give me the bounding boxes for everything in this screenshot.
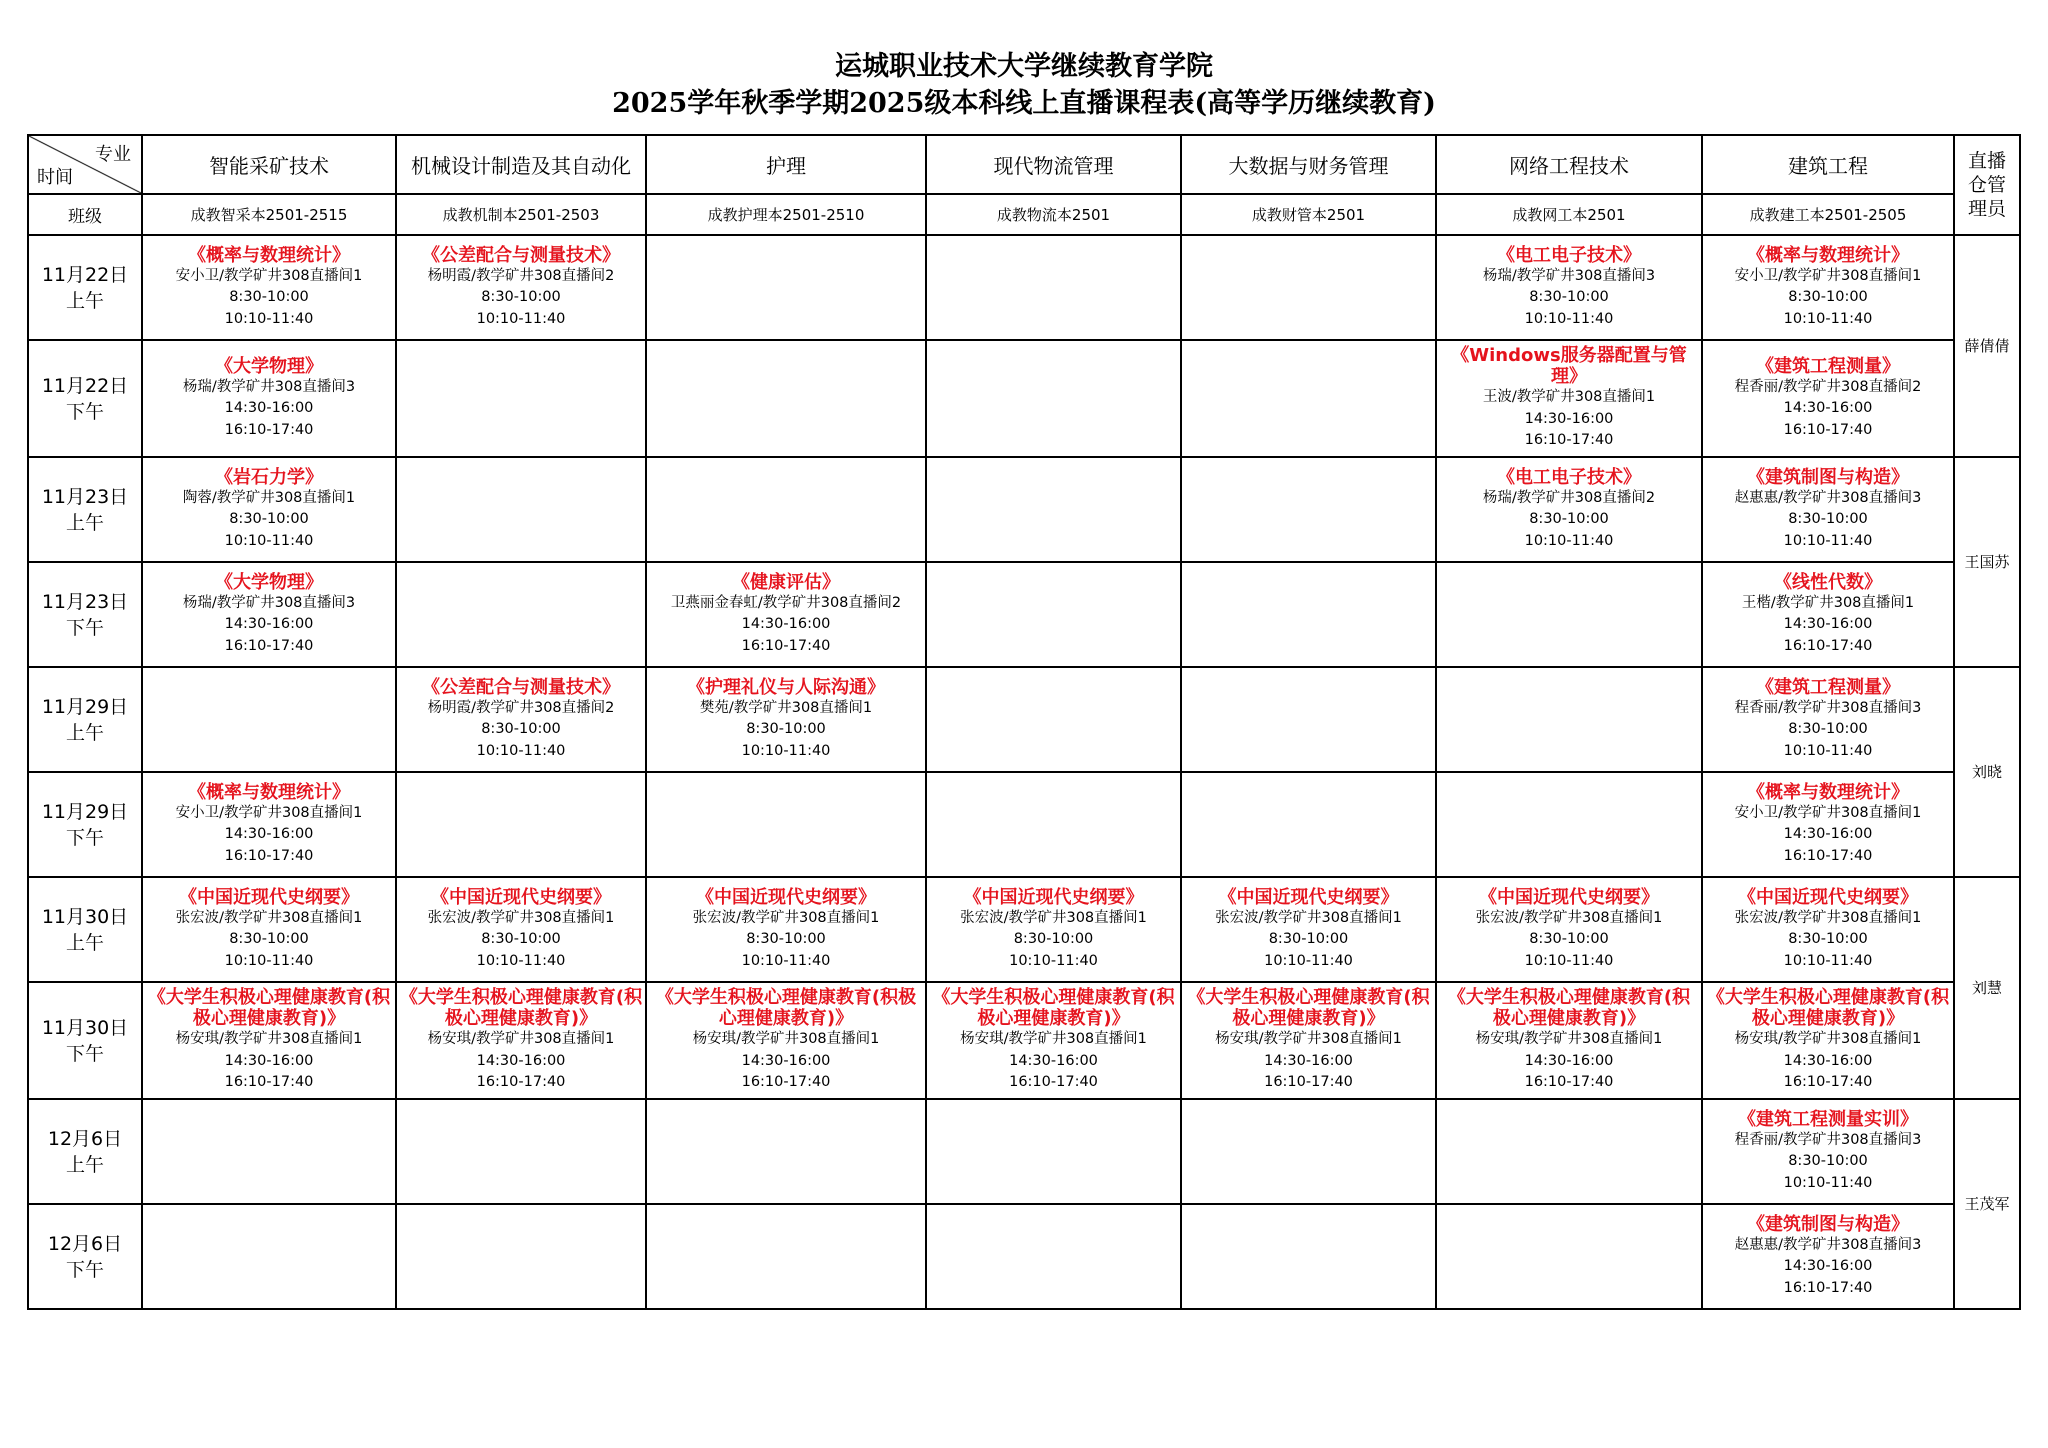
empty-cell [1181, 562, 1436, 667]
session-time: 10:10-11:40 [741, 742, 831, 759]
course-title: 《概率与数理统计》 [1747, 781, 1909, 803]
course-cell [142, 772, 396, 877]
time-cell [28, 667, 142, 772]
empty-cell [646, 235, 926, 340]
course-title: 《大学生积极心理健康教育(积极心理健康教育)》 [1187, 987, 1430, 1030]
course-cell [926, 982, 1181, 1099]
time-cell [28, 1099, 142, 1204]
teacher-room: 杨瑞/教学矿井308直播间3 [1482, 267, 1656, 284]
corner-header-cell [28, 135, 142, 194]
schedule-row [28, 340, 2020, 457]
schedule-row [28, 667, 2020, 772]
course-title: 《Windows服务器配置与管理》 [1451, 345, 1687, 388]
empty-cell [646, 1204, 926, 1309]
teacher-room: 杨瑞/教学矿井308直播间2 [1482, 489, 1656, 506]
course-cell [1702, 1099, 1954, 1204]
major-header: 网络工程技术 [1436, 135, 1702, 194]
course-cell [142, 340, 396, 457]
course-title: 《建筑制图与构造》 [1747, 1213, 1909, 1235]
period-label: 上午 [65, 511, 104, 534]
course-cell [1702, 982, 1954, 1099]
session-time: 10:10-11:40 [1524, 310, 1614, 327]
teacher-room: 樊苑/教学矿井308直播间1 [699, 699, 873, 716]
empty-cell [396, 772, 646, 877]
course-title: 《大学物理》 [215, 355, 323, 377]
manager-header-label: 直播仓管理员 [1967, 150, 2006, 220]
teacher-room: 杨瑞/教学矿井308直播间3 [182, 378, 356, 395]
empty-cell [646, 1099, 926, 1204]
period-label: 上午 [65, 289, 104, 312]
course-cell [142, 562, 396, 667]
major-header: 护理 [646, 135, 926, 194]
manager-cell: 王国苏 [1954, 457, 2020, 667]
teacher-room: 安小卫/教学矿井308直播间1 [1734, 804, 1922, 821]
time-cell [28, 877, 142, 982]
empty-cell [646, 457, 926, 562]
date-label: 11月23日 [41, 590, 129, 613]
session-time: 14:30-16:00 [1009, 1052, 1098, 1069]
course-cell [1436, 982, 1702, 1099]
course-cell [1702, 772, 1954, 877]
schedule-row [28, 982, 2020, 1099]
empty-cell [1436, 1204, 1702, 1309]
teacher-room: 程香丽/教学矿井308直播间3 [1734, 699, 1922, 716]
course-cell [1702, 235, 1954, 340]
empty-cell [396, 340, 646, 457]
session-time: 16:10-17:40 [741, 637, 831, 654]
schedule-row [28, 235, 2020, 340]
course-cell [142, 982, 396, 1099]
session-time: 16:10-17:40 [1524, 1074, 1614, 1091]
session-time: 16:10-17:40 [1009, 1074, 1098, 1091]
schedule-row [28, 772, 2020, 877]
course-title: 《大学生积极心理健康教育(积极心理健康教育)》 [147, 987, 391, 1030]
date-label: 11月30日 [41, 1016, 129, 1039]
course-cell [142, 235, 396, 340]
manager-cell: 薛倩倩 [1954, 235, 2020, 457]
period-label: 下午 [65, 1042, 104, 1065]
session-time: 16:10-17:40 [741, 1074, 831, 1091]
empty-cell [1181, 235, 1436, 340]
course-title: 《中国近现代史纲要》 [1218, 886, 1399, 908]
session-time: 14:30-16:00 [224, 400, 314, 417]
session-time: 16:10-17:40 [224, 421, 314, 438]
manager-cell: 刘慧 [1954, 877, 2020, 1099]
session-time: 14:30-16:00 [476, 1052, 566, 1069]
session-time: 8:30-10:00 [229, 511, 309, 528]
session-time: 10:10-11:40 [1524, 532, 1614, 549]
course-title: 《大学生积极心理健康教育(积极心理健康教育)》 [655, 987, 917, 1030]
session-time: 14:30-16:00 [1783, 1052, 1873, 1069]
date-label: 11月29日 [41, 695, 129, 718]
manager-cell: 刘晓 [1954, 667, 2020, 877]
session-time: 14:30-16:00 [1524, 1052, 1614, 1069]
class-cell: 成教建工本2501-2505 [1702, 194, 1954, 235]
session-time: 8:30-10:00 [1529, 289, 1609, 306]
course-cell [1181, 877, 1436, 982]
session-time: 16:10-17:40 [1524, 432, 1614, 449]
session-time: 14:30-16:00 [741, 1052, 831, 1069]
empty-cell [1181, 667, 1436, 772]
period-label: 上午 [65, 931, 104, 954]
manager-cell: 王茂军 [1954, 1099, 2020, 1309]
date-label: 12月6日 [47, 1127, 123, 1150]
empty-cell [142, 1204, 396, 1309]
course-title: 《公差配合与测量技术》 [422, 676, 620, 698]
date-label: 11月29日 [41, 800, 129, 823]
time-cell [28, 457, 142, 562]
time-cell [28, 772, 142, 877]
teacher-room: 杨明霞/教学矿井308直播间2 [427, 699, 615, 716]
course-cell [396, 235, 646, 340]
teacher-room: 赵惠惠/教学矿井308直播间3 [1734, 1236, 1922, 1253]
session-time: 16:10-17:40 [224, 637, 314, 654]
session-time: 16:10-17:40 [1783, 847, 1873, 864]
empty-cell [1436, 667, 1702, 772]
session-time: 14:30-16:00 [1783, 826, 1873, 843]
session-time: 8:30-10:00 [746, 721, 826, 738]
teacher-room: 张宏波/教学矿井308直播间1 [960, 909, 1147, 926]
course-title: 《大学生积极心理健康教育(积极心理健康教育)》 [1447, 987, 1691, 1030]
empty-cell [142, 1099, 396, 1204]
date-label: 11月22日 [41, 263, 129, 286]
empty-cell [926, 562, 1181, 667]
course-title: 《中国近现代史纲要》 [179, 886, 359, 908]
session-time: 8:30-10:00 [1788, 721, 1868, 738]
schedule-row [28, 1099, 2020, 1204]
teacher-room: 王波/教学矿井308直播间1 [1482, 389, 1656, 406]
time-cell [28, 235, 142, 340]
teacher-room: 张宏波/教学矿井308直播间1 [427, 909, 615, 926]
course-title: 《护理礼仪与人际沟通》 [687, 676, 885, 698]
session-time: 14:30-16:00 [224, 1052, 314, 1069]
course-cell [926, 877, 1181, 982]
empty-cell [926, 340, 1181, 457]
schedule-table [27, 134, 2021, 1310]
period-label: 上午 [65, 1153, 104, 1176]
empty-cell [926, 457, 1181, 562]
empty-cell [926, 235, 1181, 340]
period-label: 下午 [65, 826, 104, 849]
session-time: 16:10-17:40 [1783, 1074, 1873, 1091]
empty-cell [1436, 772, 1702, 877]
session-time: 16:10-17:40 [476, 1074, 566, 1091]
session-time: 10:10-11:40 [741, 952, 831, 969]
major-header: 建筑工程 [1702, 135, 1954, 194]
empty-cell [926, 1204, 1181, 1309]
session-time: 8:30-10:00 [229, 931, 309, 948]
empty-cell [926, 1099, 1181, 1204]
corner-time-label: 时间 [37, 167, 73, 188]
session-time: 8:30-10:00 [1529, 931, 1609, 948]
course-title: 《电工电子技术》 [1497, 466, 1641, 488]
session-time: 16:10-17:40 [1783, 1279, 1873, 1296]
course-cell [142, 877, 396, 982]
schedule-row [28, 877, 2020, 982]
session-time: 14:30-16:00 [224, 826, 314, 843]
teacher-room: 安小卫/教学矿井308直播间1 [1734, 267, 1922, 284]
course-title: 《大学生积极心理健康教育(积极心理健康教育)》 [399, 987, 643, 1030]
course-cell [1181, 982, 1436, 1099]
empty-cell [396, 1204, 646, 1309]
session-time: 8:30-10:00 [1268, 931, 1349, 948]
course-cell [1702, 457, 1954, 562]
time-cell [28, 1204, 142, 1309]
schedule-row [28, 1204, 2020, 1309]
empty-cell [396, 457, 646, 562]
session-time: 8:30-10:00 [229, 289, 309, 306]
major-header: 大数据与财务管理 [1181, 135, 1436, 194]
teacher-room: 张宏波/教学矿井308直播间1 [1215, 909, 1402, 926]
time-cell [28, 982, 142, 1099]
header-row [28, 135, 2020, 194]
session-time: 10:10-11:40 [1524, 952, 1614, 969]
session-time: 14:30-16:00 [1524, 410, 1614, 427]
empty-cell [1181, 457, 1436, 562]
course-cell [396, 982, 646, 1099]
session-time: 16:10-17:40 [1783, 421, 1873, 438]
teacher-room: 安小卫/教学矿井308直播间1 [175, 267, 363, 284]
session-time: 14:30-16:00 [741, 616, 831, 633]
schedule-row [28, 457, 2020, 562]
major-header: 智能采矿技术 [142, 135, 396, 194]
session-time: 10:10-11:40 [476, 742, 566, 759]
teacher-room: 张宏波/教学矿井308直播间1 [1475, 909, 1663, 926]
teacher-room: 杨安琪/教学矿井308直播间1 [692, 1031, 880, 1048]
course-title: 《电工电子技术》 [1497, 244, 1641, 266]
course-title: 《中国近现代史纲要》 [1738, 886, 1918, 908]
session-time: 10:10-11:40 [476, 310, 566, 327]
empty-cell [926, 667, 1181, 772]
course-cell [1436, 457, 1702, 562]
document-subtitle: 2025学年秋季学期2025级本科线上直播课程表(高等学历继续教育) [612, 88, 1436, 119]
period-label: 下午 [65, 616, 104, 639]
teacher-room: 陶蓉/教学矿井308直播间1 [182, 489, 356, 506]
course-title: 《概率与数理统计》 [1747, 244, 1909, 266]
session-time: 14:30-16:00 [1783, 1258, 1873, 1275]
major-header: 机械设计制造及其自动化 [396, 135, 646, 194]
session-time: 10:10-11:40 [1783, 742, 1873, 759]
teacher-room: 王楷/教学矿井308直播间1 [1741, 594, 1915, 611]
session-time: 8:30-10:00 [481, 721, 561, 738]
session-time: 10:10-11:40 [476, 952, 566, 969]
course-title: 《健康评估》 [732, 571, 840, 593]
teacher-room: 杨安琪/教学矿井308直播间1 [1475, 1031, 1663, 1048]
class-cell: 成教机制本2501-2503 [396, 194, 646, 235]
course-cell [646, 982, 926, 1099]
session-time: 16:10-17:40 [1783, 637, 1873, 654]
course-cell [396, 667, 646, 772]
course-cell [1702, 1204, 1954, 1309]
empty-cell [646, 340, 926, 457]
session-time: 10:10-11:40 [1264, 952, 1353, 969]
teacher-room: 杨明霞/教学矿井308直播间2 [427, 267, 615, 284]
course-cell [142, 457, 396, 562]
teacher-room: 张宏波/教学矿井308直播间1 [1734, 909, 1922, 926]
session-time: 16:10-17:40 [1264, 1074, 1353, 1091]
empty-cell [1181, 340, 1436, 457]
schedule-row [28, 562, 2020, 667]
session-time: 14:30-16:00 [1264, 1052, 1353, 1069]
course-cell [646, 667, 926, 772]
teacher-room: 杨瑞/教学矿井308直播间3 [182, 594, 356, 611]
course-title: 《中国近现代史纲要》 [963, 886, 1144, 908]
teacher-room: 杨安琪/教学矿井308直播间1 [960, 1031, 1147, 1048]
period-label: 下午 [65, 1258, 104, 1281]
manager-header [1954, 135, 2020, 235]
session-time: 8:30-10:00 [746, 931, 826, 948]
empty-cell [926, 772, 1181, 877]
period-label: 上午 [65, 721, 104, 744]
session-time: 8:30-10:00 [1788, 1153, 1868, 1170]
date-label: 11月22日 [41, 374, 129, 397]
corner-major-label: 专业 [95, 144, 131, 165]
empty-cell [396, 562, 646, 667]
class-label: 班级 [28, 194, 142, 235]
empty-cell [396, 1099, 646, 1204]
course-title: 《中国近现代史纲要》 [696, 886, 876, 908]
course-cell [1702, 877, 1954, 982]
session-time: 10:10-11:40 [1783, 952, 1873, 969]
empty-cell [1436, 1099, 1702, 1204]
teacher-room: 卫燕丽金春虹/教学矿井308直播间2 [670, 594, 902, 611]
session-time: 10:10-11:40 [1009, 952, 1098, 969]
class-cell: 成教财管本2501 [1181, 194, 1436, 235]
course-title: 《大学生积极心理健康教育(积极心理健康教育)》 [1706, 987, 1950, 1030]
course-title: 《建筑制图与构造》 [1747, 466, 1909, 488]
session-time: 8:30-10:00 [1529, 511, 1609, 528]
teacher-room: 安小卫/教学矿井308直播间1 [175, 804, 363, 821]
course-title: 《岩石力学》 [215, 466, 323, 488]
course-title: 《中国近现代史纲要》 [431, 886, 611, 908]
session-time: 8:30-10:00 [1788, 511, 1868, 528]
course-title: 《中国近现代史纲要》 [1479, 886, 1659, 908]
session-time: 14:30-16:00 [1783, 616, 1873, 633]
session-time: 16:10-17:40 [224, 847, 314, 864]
course-title: 《概率与数理统计》 [188, 781, 350, 803]
teacher-room: 杨安琪/教学矿井308直播间1 [427, 1031, 615, 1048]
session-time: 10:10-11:40 [224, 310, 314, 327]
document-title: 运城职业技术大学继续教育学院 [835, 51, 1213, 82]
date-label: 11月30日 [41, 905, 129, 928]
empty-cell [1181, 1099, 1436, 1204]
course-cell [1436, 235, 1702, 340]
session-time: 10:10-11:40 [224, 532, 314, 549]
session-time: 10:10-11:40 [1783, 532, 1873, 549]
course-title: 《概率与数理统计》 [188, 244, 350, 266]
teacher-room: 张宏波/教学矿井308直播间1 [175, 909, 363, 926]
session-time: 10:10-11:40 [1783, 1174, 1873, 1191]
session-time: 14:30-16:00 [224, 616, 314, 633]
session-time: 10:10-11:40 [1783, 310, 1873, 327]
session-time: 8:30-10:00 [1788, 289, 1868, 306]
course-cell [646, 877, 926, 982]
empty-cell [142, 667, 396, 772]
course-title: 《建筑工程测量》 [1756, 355, 1900, 377]
period-label: 下午 [65, 400, 104, 423]
session-time: 8:30-10:00 [481, 289, 561, 306]
date-label: 11月23日 [41, 485, 129, 508]
session-time: 16:10-17:40 [224, 1074, 314, 1091]
time-cell [28, 562, 142, 667]
course-title: 《建筑工程测量》 [1756, 676, 1900, 698]
class-row [28, 194, 2020, 235]
teacher-room: 杨安琪/教学矿井308直播间1 [175, 1031, 363, 1048]
course-cell [1702, 562, 1954, 667]
empty-cell [1181, 772, 1436, 877]
course-title: 《建筑工程测量实训》 [1738, 1108, 1918, 1130]
course-cell [396, 877, 646, 982]
course-cell [1436, 340, 1702, 457]
class-cell: 成教护理本2501-2510 [646, 194, 926, 235]
class-cell: 成教物流本2501 [926, 194, 1181, 235]
time-cell [28, 340, 142, 457]
session-time: 8:30-10:00 [1788, 931, 1868, 948]
class-cell: 成教网工本2501 [1436, 194, 1702, 235]
date-label: 12月6日 [47, 1232, 123, 1255]
course-cell [1702, 667, 1954, 772]
teacher-room: 程香丽/教学矿井308直播间3 [1734, 1131, 1922, 1148]
course-cell [646, 562, 926, 667]
teacher-room: 赵惠惠/教学矿井308直播间3 [1734, 489, 1922, 506]
session-time: 14:30-16:00 [1783, 400, 1873, 417]
teacher-room: 张宏波/教学矿井308直播间1 [692, 909, 880, 926]
session-time: 10:10-11:40 [224, 952, 314, 969]
major-header: 现代物流管理 [926, 135, 1181, 194]
course-title: 《线性代数》 [1774, 571, 1882, 593]
course-title: 《公差配合与测量技术》 [422, 244, 620, 266]
teacher-room: 杨安琪/教学矿井308直播间1 [1734, 1031, 1922, 1048]
empty-cell [1436, 562, 1702, 667]
empty-cell [1181, 1204, 1436, 1309]
session-time: 8:30-10:00 [1013, 931, 1094, 948]
class-cell: 成教智采本2501-2515 [142, 194, 396, 235]
teacher-room: 杨安琪/教学矿井308直播间1 [1215, 1031, 1402, 1048]
course-title: 《大学物理》 [215, 571, 323, 593]
course-cell [1436, 877, 1702, 982]
session-time: 8:30-10:00 [481, 931, 561, 948]
teacher-room: 程香丽/教学矿井308直播间2 [1734, 378, 1922, 395]
course-cell [1702, 340, 1954, 457]
course-title: 《大学生积极心理健康教育(积极心理健康教育)》 [932, 987, 1175, 1030]
empty-cell [646, 772, 926, 877]
